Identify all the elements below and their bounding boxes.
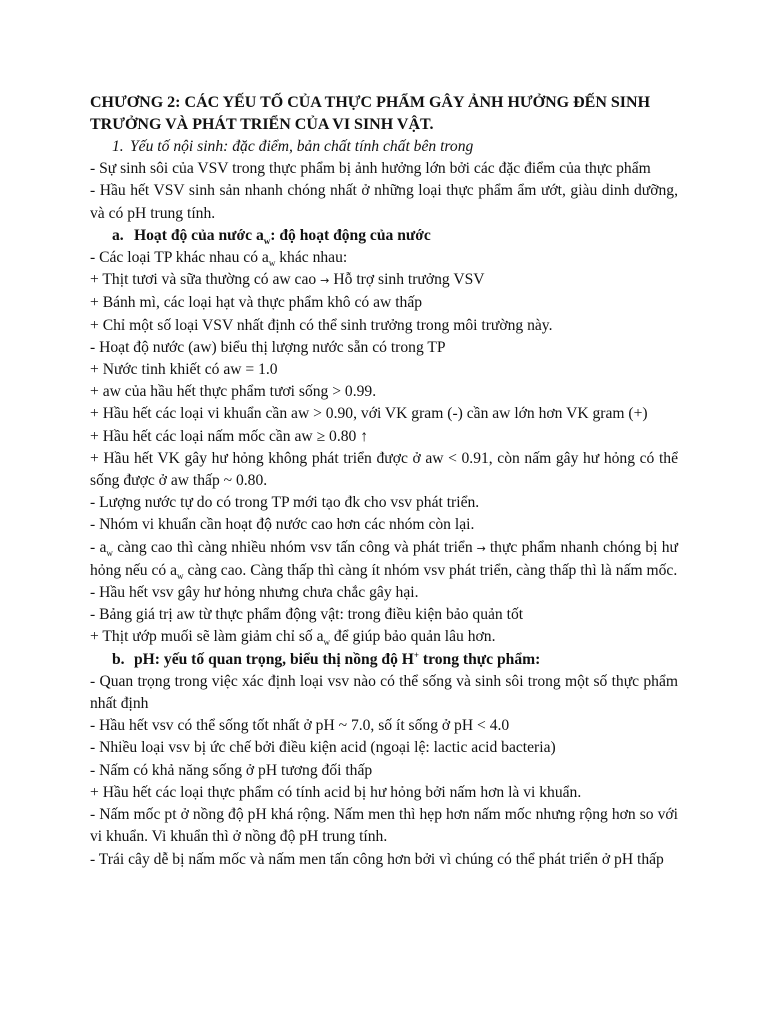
paragraph-line: + Hầu hết các loại thực phẩm có tính acid bị hư hỏng bởi nấm hơn là vi khuẩn. bbox=[90, 783, 582, 801]
paragraph-line: - Nhóm vi khuẩn cần hoạt độ nước cao hơn các nhóm còn lại. bbox=[90, 516, 475, 534]
paragraph-line: - Hầu hết vsv gây hư hỏng nhưng chưa chắc gây hại. bbox=[90, 584, 419, 602]
subsection-b-heading: b. pH: yếu tố quan trọng, biểu thị nồng độ H+ trong thực phẩm: bbox=[90, 649, 678, 671]
paragraph-line: + Hầu hết các loại vi khuẩn cần aw > 0.90, với VK gram (-) cần aw lớn hơn VK gram (+) bbox=[90, 405, 648, 423]
paragraph-line: - $a_w$ càng cao thì càng nhiều nhóm vsv tấn công và phát triển → thực phẩm nhanh chóng bị hư hỏng nếu có $a_w$ càng cao. Càng thấp thì càng ít nhóm vsv phát triển, càng thấp thì là nấm mốc. bbox=[90, 538, 679, 581]
paragraph-line: + Bánh mì, các loại hạt và thực phẩm khô có aw thấp bbox=[90, 294, 423, 312]
subsection-a-heading: a. Hoạt độ của nước $a_w$: độ hoạt động của nước bbox=[112, 226, 431, 246]
paragraph-line: - Nhiều loại vsv bị ức chế bởi điều kiện acid (ngoại lệ: lactic acid bacteria) bbox=[90, 739, 556, 757]
subsection-a-marker: a. bbox=[112, 226, 124, 244]
paragraph-line: - Nấm có khả năng sống ở pH tương đối thấp bbox=[90, 761, 373, 779]
paragraph-line: + Thịt ướp muối sẽ làm giảm chỉ số $a_w$ để giúp bảo quản lâu hơn. bbox=[90, 628, 496, 648]
paragraph-line: - Hầu hết vsv có thể sống tốt nhất ở pH ~ 7.0, số ít sống ở pH < 4.0 bbox=[90, 717, 510, 735]
document-body bbox=[90, 92, 678, 871]
section-1-heading-text: Yếu tố nội sinh: đặc điểm, bản chất tính chất bên trong bbox=[130, 138, 474, 155]
right-arrow-icon: → bbox=[320, 274, 330, 288]
right-arrow-icon: → bbox=[476, 541, 486, 555]
paragraph-line: + Nước tinh khiết có aw = 1.0 bbox=[90, 361, 278, 379]
subsection-b-marker: b. bbox=[112, 650, 125, 668]
paragraph-line: - Sự sinh sôi của VSV trong thực phẩm bị ảnh hưởng lớn bởi các đặc điểm của thực phẩm bbox=[90, 160, 651, 178]
paragraph-line: + Hầu hết VK gây hư hỏng không phát triển được ở aw < 0.91, còn nấm gây hư hỏng có thể sống được ở aw thấp ~ 0.80. bbox=[90, 449, 678, 490]
chapter-title: CHƯƠNG 2: CÁC YẾU TỐ CỦA THỰC PHẨM GÂY ẢNH HƯỞNG ĐẾN SINH TRƯỞNG VÀ PHÁT TRIỂN CỦA VI SINH VẬT. bbox=[90, 94, 651, 133]
paragraph-line: - Hoạt độ nước (aw) biểu thị lượng nước sẵn có trong TP bbox=[90, 338, 446, 356]
section-1-number: 1. bbox=[112, 138, 124, 155]
paragraph-line: - Nấm mốc pt ở nồng độ pH khá rộng. Nấm men thì hẹp hơn nấm mốc nhưng rộng hơn so với vi khuẩn. Vi khuẩn thì ở nồng độ pH trung tính. bbox=[90, 806, 678, 846]
paragraph-line: - Bảng giá trị aw từ thực phẩm động vật: trong điều kiện bảo quản tốt bbox=[90, 606, 524, 624]
paragraph-line: + Hầu hết các loại nấm mốc cần aw ≥ 0.80 ↑ bbox=[90, 427, 369, 445]
paragraph-line: - Lượng nước tự do có trong TP mới tạo đk cho vsv phát triển. bbox=[90, 494, 480, 512]
paragraph-line: + aw của hầu hết thực phẩm tươi sống > 0.99. bbox=[90, 383, 377, 401]
paragraph-line: + Chỉ một số loại VSV nhất định có thể sinh trưởng trong môi trường này. bbox=[90, 316, 553, 334]
paragraph-line: + Thịt tươi và sữa thường có aw cao → Hỗ trợ sinh trưởng VSV bbox=[90, 271, 485, 289]
paragraph-line: - Hầu hết VSV sinh sản nhanh chóng nhất ở những loại thực phẩm ẩm ướt, giàu dinh dưỡng, và có pH trung tính. bbox=[90, 182, 678, 222]
paragraph-line: - Trái cây dễ bị nấm mốc và nấm men tấn công hơn bởi vì chúng có thể phát triển ở pH thấp bbox=[90, 850, 664, 868]
paragraph-line: - Các loại TP khác nhau có $a_w$ khác nhau: bbox=[90, 249, 348, 269]
paragraph-line: - Quan trọng trong việc xác định loại vsv nào có thể sống và sinh sôi trong một số thực phẩm nhất định bbox=[90, 672, 678, 713]
section-1-heading bbox=[90, 136, 678, 158]
